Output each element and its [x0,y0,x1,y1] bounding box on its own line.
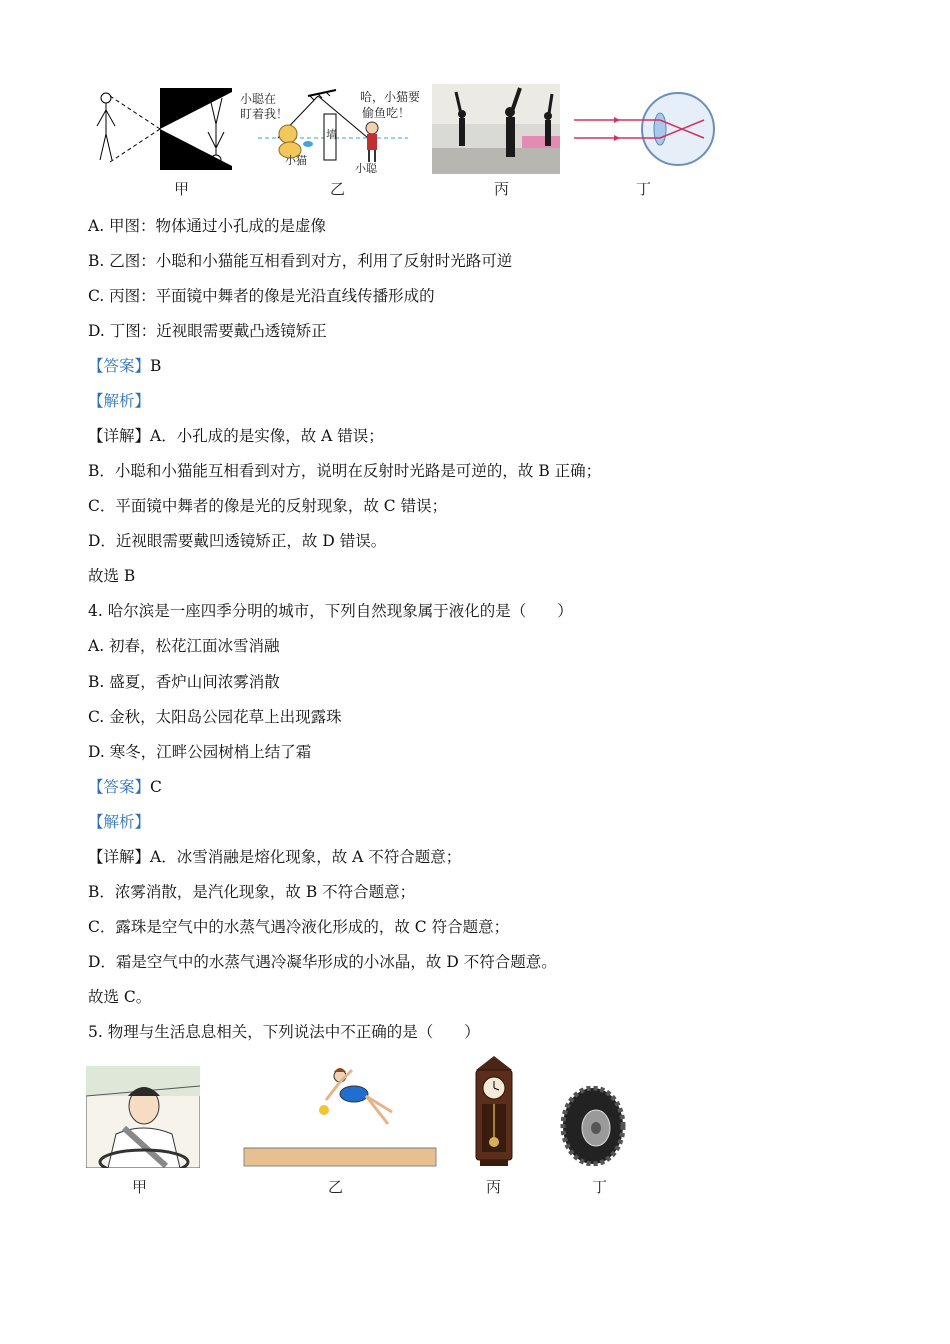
detail-tag: 【详解】 [88,848,151,866]
answer-tag: 【答案】 [88,778,151,796]
q4-answer [88,777,162,797]
q4-detail-a [88,847,461,867]
q4-detail-d: D．霜是空气中的水蒸气遇冷凝华形成的小冰晶，故 D 不符合题意。 [88,953,557,971]
q3-analysis [88,391,150,411]
figure-label-yi: 乙 [330,180,346,198]
tire-figure [560,1086,626,1166]
pinhole-figure [90,84,240,176]
q4-option-d: D. 寒冬，江畔公园树梢上结了霜 [88,743,312,761]
figure-label-bing: 丙 [486,1178,502,1196]
answer-value: B [150,357,162,375]
q3-detail-c: C．平面镜中舞者的像是光的反射现象，故 C 错误； [88,497,448,515]
boy-label: 小聪 [355,162,377,175]
q4-detail-c: C．露珠是空气中的水蒸气遇冷液化形成的，故 C 符合题意； [88,918,510,936]
driver-figure [86,1066,200,1168]
q4-conclusion: 故选 C。 [88,988,152,1006]
q3-option-a: A. 甲图：物体通过小孔成的是虚像 [88,217,327,235]
figure-label-ding: 丁 [592,1178,608,1196]
q3-conclusion: 故选 B [88,567,136,585]
q4-detail-b: B．浓雾消散，是汽化现象，故 B 不符合题意； [88,883,416,901]
q3-option-c: C. 丙图：平面镜中舞者的像是光沿直线传播形成的 [88,287,435,305]
q3-detail-a [88,426,384,446]
q3-detail-d: D．近视眼需要戴凹透镜矫正，故 D 错误。 [88,532,387,550]
wall-label: 墙 [326,128,337,141]
q4-option-c: C. 金秋，太阳岛公园花草上出现露珠 [88,708,342,726]
q3-option-b: B. 乙图：小聪和小猫能互相看到对方，利用了反射时光路可逆 [88,252,513,270]
dancer-photo [432,84,560,174]
q5-stem: 5. 物理与生活息息相关，下列说法中不正确的是（ ） [88,1023,480,1041]
pendulum-clock-figure [470,1054,518,1170]
figure-label-jia: 甲 [132,1178,148,1196]
q3-answer [88,356,161,376]
q4-option-a: A. 初春，松花江面冰雪消融 [88,637,280,655]
cat-label: 小猫 [285,154,307,167]
q4-option-b: B. 盛夏，香炉山间浓雾消散 [88,673,280,691]
detail-text: A．小孔成的是实像，故 A 错误； [150,427,384,445]
bubble-right-line1: 哈，小猫要 [360,90,421,104]
figure-label-jia: 甲 [174,180,190,198]
long-jump-figure [242,1066,438,1170]
bubble-left-line2: 盯着我！ [240,107,289,121]
answer-tag: 【答案】 [88,357,151,375]
detail-text: A．冰雪消融是熔化现象，故 A 不符合题意； [150,848,462,866]
bubble-left-line1: 小聪在 [240,92,277,106]
q3-option-d: D. 丁图：近视眼需要戴凸透镜矫正 [88,322,327,340]
detail-tag: 【详解】 [88,427,151,445]
q4-stem: 4. 哈尔滨是一座四季分明的城市，下列自然现象属于液化的是（ ） [88,602,573,620]
answer-value: C [150,778,162,796]
figure-label-ding: 丁 [636,180,652,198]
figure-label-yi: 乙 [328,1178,344,1196]
eye-diagram [574,84,720,174]
analysis-tag: 【解析】 [88,813,151,831]
q4-analysis [88,812,150,832]
figure-label-bing: 丙 [494,180,510,198]
q3-detail-b: B．小聪和小猫能互相看到对方，说明在反射时光路是可逆的，故 B 正确； [88,462,602,480]
analysis-tag: 【解析】 [88,392,151,410]
bubble-right-line2: 偷鱼吃！ [362,106,411,120]
